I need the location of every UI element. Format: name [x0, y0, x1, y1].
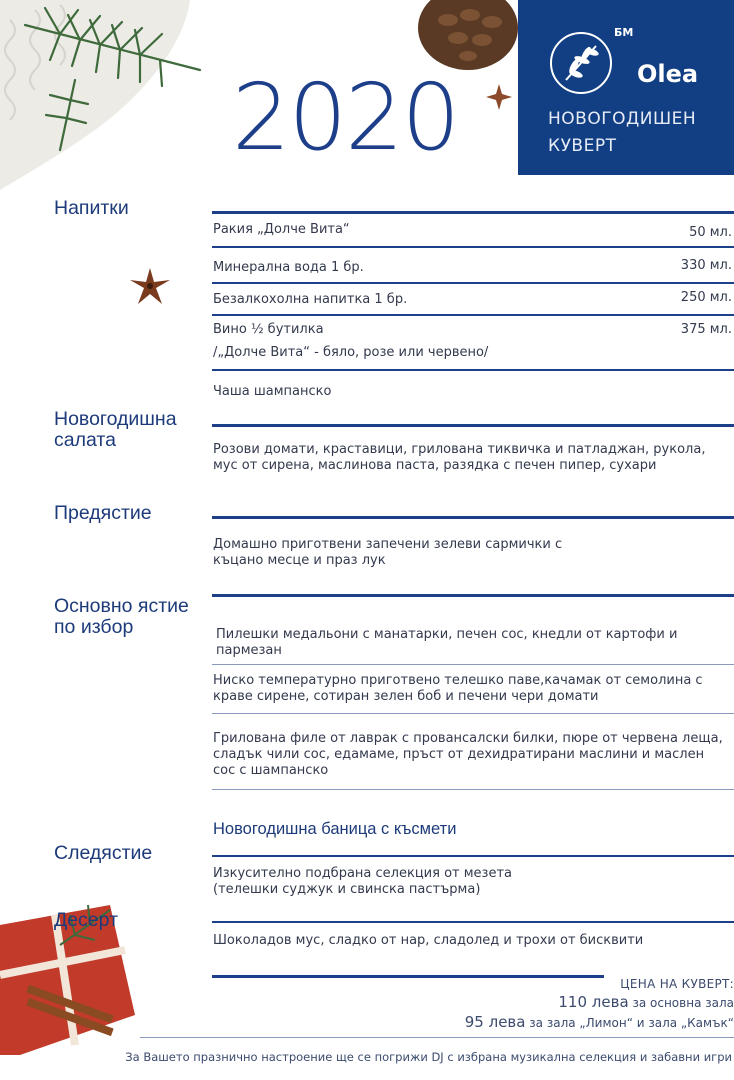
aftercourse-description: Изкусително подбрана селекция от мезета (телешки суджук и свинска пастърма)	[213, 866, 512, 897]
divider	[212, 921, 734, 923]
banitsa-title: Новогодишна баница с късмети	[213, 820, 457, 838]
year-title: 2020	[232, 64, 459, 171]
divider	[212, 664, 734, 665]
section-salad-line2: салата	[54, 429, 116, 451]
section-salad-heading	[54, 409, 177, 451]
section-dessert-heading: Десерт	[54, 909, 118, 931]
olive-branch-icon	[548, 30, 614, 96]
section-starter-heading: Предястие	[54, 502, 152, 524]
divider	[212, 594, 734, 597]
drink-item: Ракия „Долче Вита“	[213, 222, 350, 237]
price-main	[558, 993, 734, 1011]
divider	[212, 282, 734, 284]
section-main-line1: Основно ястие	[54, 595, 189, 617]
divider	[212, 789, 734, 790]
drink-item: Безалкохолна напитка 1 бр.	[213, 292, 408, 307]
price-other-amount: 95 лева	[464, 1013, 526, 1031]
price-other-halls: за зала „Лимон“ и зала „Камък“	[529, 1016, 734, 1030]
drink-qty: 330 мл.	[680, 258, 732, 273]
price-other	[465, 1013, 734, 1031]
starter-description: Домашно приготвени запечени зелеви сармички с къцано месце и праз лук	[213, 537, 563, 568]
divider	[212, 424, 734, 427]
divider	[212, 369, 734, 371]
brand-subtitle-line1: НОВОГОДИШЕН	[548, 109, 697, 129]
divider	[212, 975, 604, 978]
price-main-amount: 110 лева	[558, 993, 629, 1011]
brand-subtitle-line2: КУВЕРТ	[548, 136, 617, 156]
footer-note: За Вашето празнично настроение ще се погрижи DJ с избрана музикална селекция и забавни игри	[125, 1050, 732, 1064]
section-drinks-heading: Напитки	[54, 197, 129, 219]
price-main-hall: за основна зала	[632, 996, 734, 1010]
salad-description: Розови домати, краставици, грилована тиквичка и патладжан, рукола, мус от сирена, маслинова паста, разядка с печен пипер, сухари	[213, 442, 706, 473]
star-anise-icon	[485, 83, 513, 111]
divider	[140, 1037, 734, 1038]
price-label: ЦЕНА НА КУВЕРТ:	[620, 977, 734, 991]
brand-prefix: БМ	[614, 26, 634, 39]
main-option: Грилована филе от лаврак с провансалски билки, пюре от червена леща, сладък чили сос, едамаме, пръст от дехидратирани маслини и маслен сос с шампанско	[213, 731, 723, 778]
section-main-heading	[54, 596, 189, 638]
section-salad-line1: Новогодишна	[54, 408, 177, 430]
drink-item: Минерална вода 1 бр.	[213, 260, 364, 275]
divider	[212, 855, 734, 857]
brand-subtitle	[548, 106, 696, 160]
drink-item: Вино ½ бутилка	[213, 322, 324, 337]
divider	[212, 314, 734, 316]
star-anise-icon	[128, 266, 172, 306]
drink-qty: 375 мл.	[680, 322, 732, 337]
drink-qty: 50 мл.	[689, 225, 732, 240]
wine-note: /„Долче Вита“ - бяло, розе или червено/	[213, 345, 489, 360]
main-option: Пилешки медальони с манатарки, печен сос, кнедли от картофи и пармезан	[216, 627, 678, 658]
divider	[212, 211, 734, 214]
brand-panel	[518, 0, 734, 175]
main-option: Ниско температурно приготвено телешко паве,качамак от семолина с краве сирене, сотиран зелен боб и печени чери домати	[213, 673, 703, 704]
dessert-description: Шоколадов мус, сладко от нар, сладолед и трохи от бисквити	[213, 933, 644, 948]
brand-name: Olea	[637, 60, 699, 88]
knit-and-pine-decoration	[0, 0, 225, 195]
divider	[212, 516, 734, 519]
divider	[212, 246, 734, 248]
drink-qty: 250 мл.	[680, 290, 732, 305]
section-main-line2: по избор	[54, 616, 134, 638]
champagne-item: Чаша шампанско	[213, 384, 332, 399]
divider	[212, 713, 734, 714]
section-aftercourse-heading: Следястие	[54, 842, 153, 864]
